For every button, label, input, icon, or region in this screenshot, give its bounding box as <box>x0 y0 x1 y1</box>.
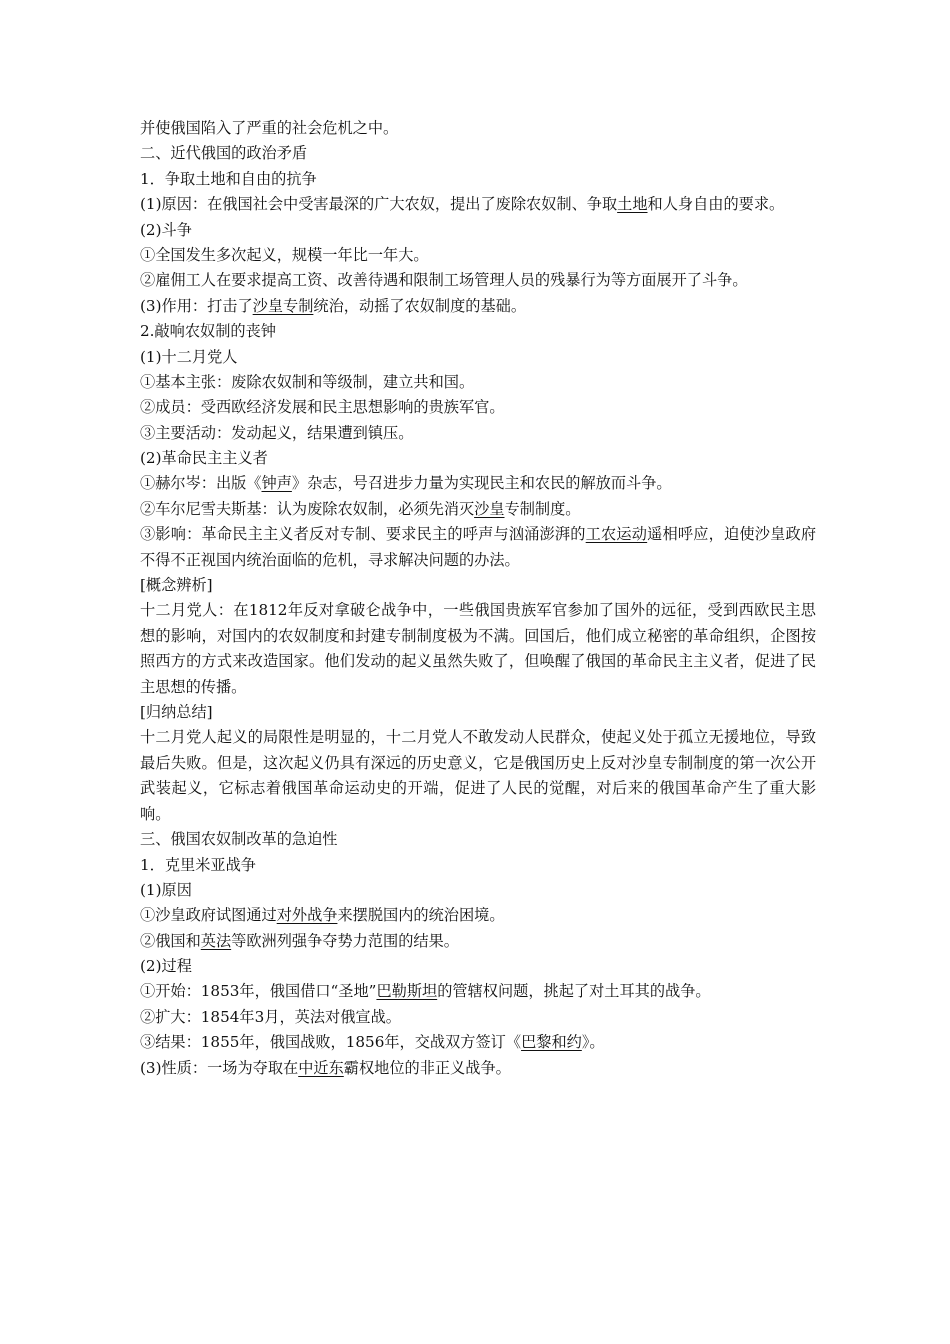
text-line <box>140 1056 816 1081</box>
text-segment: ③结果：1855年，俄国战败，1856年，交战双方签订《 <box>140 1033 522 1052</box>
text-segment: (1)原因 <box>140 880 192 899</box>
text-segment: ②雇佣工人在要求提高工资、改善待遇和限制工场管理人员的残暴行为等方面展开了斗争。 <box>140 271 748 290</box>
text-segment: ①赫尔岑：出版《 <box>140 474 262 493</box>
text-line <box>140 345 816 370</box>
text-line <box>140 471 816 496</box>
text-line <box>140 141 816 166</box>
underlined-keyword: 中近东 <box>298 1058 344 1077</box>
underlined-keyword: 沙皇 <box>474 499 505 518</box>
underlined-keyword: 沙皇专制 <box>252 296 314 315</box>
text-line <box>140 116 816 141</box>
underlined-keyword: 工农运动 <box>585 525 648 544</box>
text-segment: 等欧洲列强争夺势力范围的结果。 <box>231 931 459 950</box>
text-segment: 十二月党人：在1812年反对拿破仑战争中，一些俄国贵族军官参加了国外的远征，受到西欧民主思想的影响，对国内的农奴制度和封建专制制度极为不满。回国后，他们成立秘密的革命组织，企图按照西方的方式来改造国家。他们发动的起义虽然失败了，但唤醒了俄国的革命民主主义者，促进了民主思想的传播。 <box>140 601 816 696</box>
text-segment: 霸权地位的非正义战争。 <box>343 1058 511 1077</box>
text-segment: 2.敲响农奴制的丧钟 <box>140 322 276 341</box>
text-segment: 二、近代俄国的政治矛盾 <box>140 144 308 163</box>
text-line <box>140 319 816 344</box>
text-segment: 来摆脱国内的统治困境。 <box>337 906 505 925</box>
text-segment: (1)原因：在俄国社会中受害最深的广大农奴，提出了废除农奴制、争取 <box>140 195 618 214</box>
text-line <box>140 167 816 192</box>
text-line <box>140 1030 816 1055</box>
text-segment: 十二月党人起义的局限性是明显的，十二月党人不敢发动人民群众，使起义处于孤立无援地位，导致最后失败。但是，这次起义仍具有深远的历史意义，它是俄国历史上反对沙皇专制制度的第一次公开武装起义，它标志着俄国革命运动史的开端，促进了人民的觉醒，对后来的俄国革命产生了重大影响。 <box>140 728 816 823</box>
text-line <box>140 421 816 446</box>
text-line <box>140 903 816 928</box>
text-segment: ①开始：1853年，俄国借口“圣地” <box>140 982 377 1001</box>
document-body <box>140 116 816 1081</box>
text-segment: (2)革命民主主义者 <box>140 449 268 468</box>
text-segment: 三、俄国农奴制改革的急迫性 <box>140 830 338 849</box>
underlined-keyword: 巴黎和约 <box>521 1033 582 1052</box>
text-segment: (2)过程 <box>140 957 192 976</box>
text-line <box>140 395 816 420</box>
text-segment: 统治，动摇了农奴制度的基础。 <box>313 296 527 315</box>
text-line <box>140 268 816 293</box>
underlined-keyword: 英法 <box>200 931 232 950</box>
text-segment: [归纳总结] <box>140 703 213 722</box>
text-segment: 1．克里米亚战争 <box>140 855 256 874</box>
paragraph <box>140 725 816 827</box>
text-line <box>140 497 816 522</box>
text-line <box>140 370 816 395</box>
text-line <box>140 979 816 1004</box>
text-segment: ①沙皇政府试图通过 <box>140 906 277 925</box>
text-segment: [概念辨析] <box>140 576 213 595</box>
text-line <box>140 700 816 725</box>
text-segment: ②成员：受西欧经济发展和民主思想影响的贵族军官。 <box>140 398 505 417</box>
text-segment: ②车尔尼雪夫斯基：认为废除农奴制，必须先消灭 <box>140 499 475 518</box>
text-segment: (2)斗争 <box>140 220 192 239</box>
text-line <box>140 954 816 979</box>
text-segment: 》。 <box>581 1033 605 1052</box>
text-segment: ②俄国和 <box>140 931 201 950</box>
text-segment: 专制制度。 <box>504 499 581 518</box>
text-line <box>140 294 816 319</box>
underlined-keyword: 对外战争 <box>276 906 338 925</box>
text-segment: ③影响：革命民主主义者反对专制、要求民主的呼声与汹涌澎湃的 <box>140 525 586 544</box>
paragraph <box>140 598 816 700</box>
paragraph <box>140 192 816 217</box>
text-line <box>140 853 816 878</box>
text-line <box>140 218 816 243</box>
text-line <box>140 573 816 598</box>
text-segment: ②扩大：1854年3月，英法对俄宣战。 <box>140 1007 401 1026</box>
text-segment: ①基本主张：废除农奴制和等级制，建立共和国。 <box>140 372 475 391</box>
underlined-keyword: 钟声 <box>261 474 292 493</box>
text-segment: ①全国发生多次起义，规模一年比一年大。 <box>140 245 429 264</box>
text-segment: 1．争取土地和自由的抗争 <box>140 169 317 188</box>
text-segment: 的管辖权问题，挑起了对土耳其的战争。 <box>437 982 711 1001</box>
text-segment: 和人身自由的要求。 <box>647 195 785 214</box>
text-line <box>140 243 816 268</box>
text-line <box>140 929 816 954</box>
text-segment: ③主要活动：发动起义，结果遭到镇压。 <box>140 423 414 442</box>
text-segment: 》杂志，号召进步力量为实现民主和农民的解放而斗争。 <box>291 474 672 493</box>
text-segment: (3)作用：打击了 <box>140 296 253 315</box>
paragraph <box>140 522 816 573</box>
text-line <box>140 878 816 903</box>
text-line <box>140 1005 816 1030</box>
text-segment: (3)性质：一场为夺取在 <box>140 1058 299 1077</box>
text-segment: 遥相呼应，迫使沙皇政府不得不正视国内统治面临的危机，寻求解决问题的办法。 <box>140 525 817 569</box>
underlined-keyword: 土地 <box>617 195 648 214</box>
text-segment: (1)十二月党人 <box>140 347 238 366</box>
underlined-keyword: 巴勒斯坦 <box>376 982 438 1001</box>
text-line <box>140 827 816 852</box>
text-line <box>140 446 816 471</box>
text-segment: 并使俄国陷入了严重的社会危机之中。 <box>140 119 399 137</box>
